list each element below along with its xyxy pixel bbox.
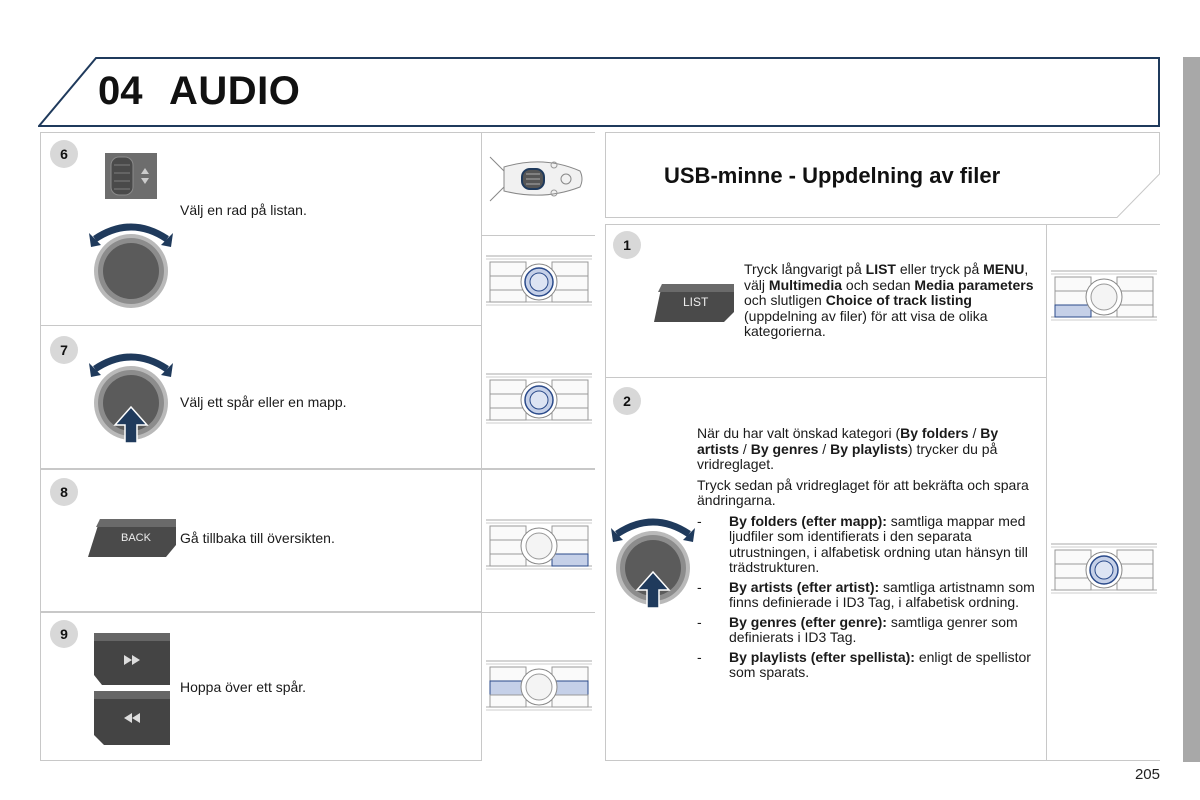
step-number-badge: 2 [613,387,641,415]
list-item: - By playlists (efter spellista): enligt de spellistor som sparats. [697,648,1031,680]
list-item: - By folders (efter mapp): samtliga mappar med ljudfiler som identifierats i den separata utrustningen, i alfabetisk ordning utan hänsyn till trädstrukturen. [697,512,1028,575]
skip-back-button-icon [92,689,172,747]
paragraph-confirm: Tryck sedan på vridreglaget för att bekräfta och spara ändringarna. [697,476,1029,508]
radio-panel-list-highlight [1049,265,1159,325]
step-8-panel [40,469,595,612]
step-number-badge: 6 [50,140,78,168]
thumbwheel-icon [105,153,157,199]
radio-panel-cell [481,236,595,326]
step-number-badge: 7 [50,336,78,364]
section-title: USB-minne - Uppdelning av filer [664,163,1001,188]
step-number-badge: 1 [613,231,641,259]
step-2-panel [605,378,1160,761]
back-button-label: BACK [121,532,151,544]
step-instruction: Gå tillbaka till översikten. [180,530,335,546]
step-instruction: Välj ett spår eller en mapp. [180,394,347,410]
radio-panel-cell [1046,225,1160,378]
paragraph-category: När du har valt önskad kategori (By folders / By artists / By genres / By playlists) trycker du på vridreglaget. [697,425,999,472]
step-instruction: Tryck långvarigt på LIST eller tryck på MENU, välj Multimedia och sedan Media parameters och slutligen Choice of track listing (uppdelning av filer) för att visa de olika kategorierna. [744,261,1034,339]
rotary-knob-press-turn-icon [611,516,695,608]
step-7-panel [40,326,595,469]
radio-panel-knob-highlight [484,250,594,310]
radio-panel-cell [1046,378,1160,760]
list-item: - By artists (efter artist): samtliga artistnamn som finns definierade i ID3 Tag, i alfabetisk ordning. [697,578,1035,610]
list-item: - By genres (efter genre): samtliga genrer som definierats i ID3 Tag. [697,613,1018,645]
step-9-panel [40,612,595,761]
step-instruction: Välj en rad på listan. [180,202,307,218]
list-button-label: LIST [683,295,709,309]
step-instruction-block [697,426,1037,681]
radio-panel-cell [481,326,595,468]
stalk-illustration-cell [481,133,595,236]
radio-panel-skip-highlight [484,655,594,715]
section-title-panel [605,132,1160,218]
step-number-badge: 9 [50,620,78,648]
chapter-side-tab [1183,57,1200,762]
steering-stalk-illustration [484,147,594,217]
radio-panel-cell [481,470,595,612]
radio-panel-cell [481,613,595,761]
rotary-knob-turn-icon [89,221,173,311]
page-number: 205 [1134,766,1160,783]
radio-panel-knob-highlight [484,368,594,428]
step-1-panel [605,224,1160,378]
step-number-badge: 8 [50,478,78,506]
step-6-panel [40,132,595,326]
step-instruction: Hoppa över ett spår. [180,679,307,695]
chapter-title: AUDIO [169,69,301,113]
chapter-number: 04 [98,69,143,113]
skip-forward-button-icon [92,631,172,687]
chapter-header [38,57,1160,127]
rotary-knob-press-turn-icon [89,351,173,443]
radio-panel-knob-highlight [1049,538,1159,598]
radio-panel-back-highlight [484,514,594,574]
